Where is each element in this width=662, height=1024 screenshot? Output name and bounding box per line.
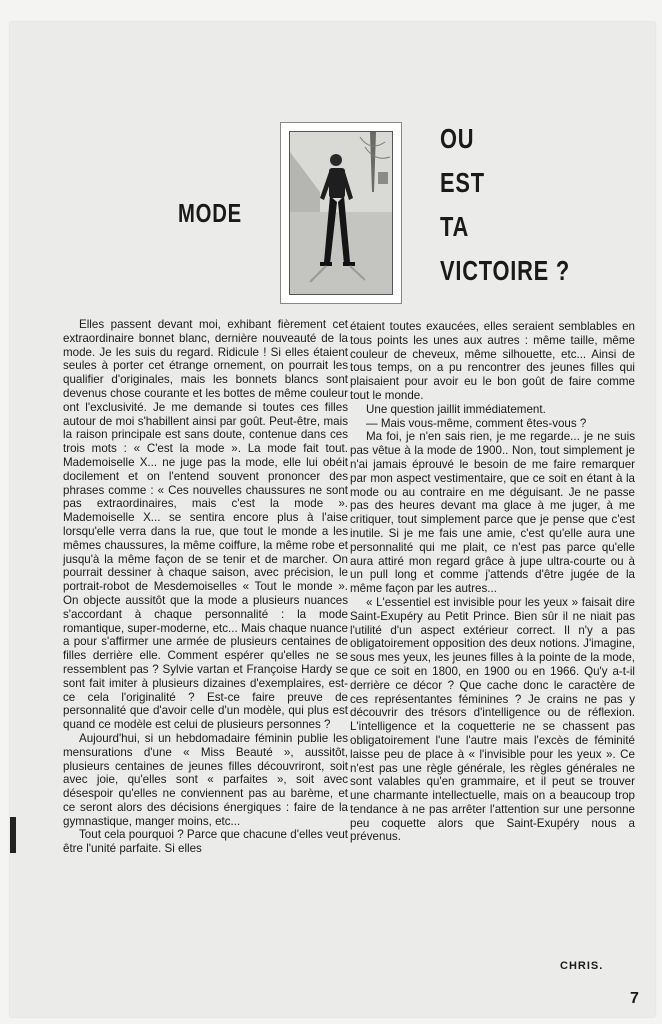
page-number: 7 — [630, 990, 639, 1007]
title-line: VICTOIRE ? — [440, 255, 570, 286]
title-line: TA — [440, 211, 470, 242]
paragraph: étaient toutes exaucées, elles seraient semblables en tous points les unes aux autres : même taille, même couleur de cheveux, même silhouette, etc... Ainsi de tous temps, on a pu rencontrer des jeunes filles qui plaisaient pour avoir eu le bon goût de faire comme tout le monde. — [350, 320, 635, 402]
paragraph: Ma foi, je n'en sais rien, je me regarde... je ne suis pas vêtue à la mode de 1900.. Non, tout simplement je n'ai jamais éprouvé le besoin de me faire remarquer par mon aspect vestimentaire, que ce soit en étant à la mode ou au contraire en me déguisant. Je ne passe pas des heures devant ma glace à me juger, à me critiquer, tout simplement parce que je pense que c'est inutile. Si je me fais une amie, c'est qu'elle aura une personnalité qui me plait, ce n'est pas parce qu'elle aura attiré mon regard grâce à jupe ultra-courte ou à un pull long et comme j'attends d'être jugée de la même façon par les autres... — [350, 430, 635, 596]
paragraph: Une question jaillit immédiatement. — [366, 402, 546, 416]
photo-frame — [280, 122, 402, 304]
boy-standing-photo — [289, 131, 393, 295]
paragraph: « L'essentiel est invisible pour les yeux » faisait dire Saint-Exupéry au Petit Prince. Bien sûr il ne niait pas l'utilité d'un aspect extérieur correct. Il n'y a pas obligatoirement opposition des deux notions. J'imagine, sous mes yeux, les jeunes filles à la pointe de la mode, que ce soit en 1800, en 1900 ou en 1966. Qu'y a-t-il derrière ce décor ? Que cache donc le caractère de ces représentantes féminines ? Je crains ne pas y découvrir des trésors d'intelligence ou de réflexion. L'intelligence et la coquetterie ne se chassent pas obligatoirement l'une l'autre mais l'excès de féminité laisse peu de place à « l'invisible pour les yeux ». Ce n'est pas une règle générale, les règles générales ne sont valables qu'en grammaire, et il peut se trouver une charmante intellectuelle, mais on a beaucoup trop tendance à ne pas arrêter l'attention sur une personne peu coquette alors que Saint-Exupéry nous a prévenus. — [350, 595, 635, 844]
paragraph: Tout cela pourquoi ? Parce que chacune d'elles veut être l'unité parfaite. Si elles — [63, 828, 348, 856]
magazine-page — [10, 22, 655, 1017]
title-line: OU — [440, 123, 475, 154]
title-line: EST — [440, 167, 485, 198]
article-title — [440, 117, 570, 293]
boy-photo-illustration — [290, 132, 392, 294]
section-kicker: MODE — [178, 198, 242, 228]
paragraph: Elles passent devant moi, exhibant fièrement cet extraordinaire bonnet blanc, dernière nouveauté de la mode. Je les suis du regard. Ridicule ! Si elles étaient seules à porter cet étrange ornement, on pourrait les qualifier d'originales, mais les bonnets blancs sont devenus chose courante et les bottes de même couleur ont l'exclusivité. Je me demande si toutes ces filles autour de moi s'habillent ainsi par goût. Peut-être, mais la raison principale est sans doute, contenue dans ces trois mots : « C'est la mode ». La mode fait tout. Mademoiselle X... ne juge pas la mode, elle lui obéit docilement et on l'entend souvent prononcer des phrases comme : « Ces nouvelles chaussures ne sont pas extraordinaires, mais c'est la mode ». Mademoiselle X... se sentira encore plus à l'aise lorsqu'elle verra dans la rue, que tout le monde a les mêmes chaussures, la même coiffure, la même robe et jusqu'à la même façon de se tenir et de marcher. On pourrait dessiner à chaque saison, avec précision, le portrait-robot de Mesdemoiselles « Tout le monde ». On objecte aussitôt que la mode a plusieurs nuances s'accordant à chaque personnalité : la mode romantique, super-moderne, etc... Mais chaque nuance a pour s'affirmer une armée de plusieurs centaines de filles derrière elle. Comment espérer qu'elles ne se ressemblent pas ? Sylvie vartan et Françoise Hardy se sont fait imiter à plusieurs dizaines d'exemplaires, est-ce cela l'originalité ? Est-ce faire preuve de personnalité que d'avoir celle d'un modèle, qui plus est quand ce modèle est celui de plusieurs personnes ? — [63, 318, 348, 732]
paragraph: Aujourd'hui, si un hebdomadaire féminin publie les mensurations d'une « Miss Beauté », aussitôt, plusieurs centaines de jeunes filles découvriront, soit avec joie, qu'elles sont « parfaites », soit avec désespoir qu'elles ne conviennent pas au barème, et ce seront alors des décisions énergiques : faire de la gymnastique, manger moins, etc... — [63, 731, 348, 828]
author-signature: CHRIS. — [560, 960, 604, 972]
binding-mark — [10, 817, 16, 853]
paragraph: — Mais vous-même, comment êtes-vous ? — [366, 416, 587, 430]
article-left-column — [63, 318, 348, 856]
article-right-column — [350, 320, 635, 844]
